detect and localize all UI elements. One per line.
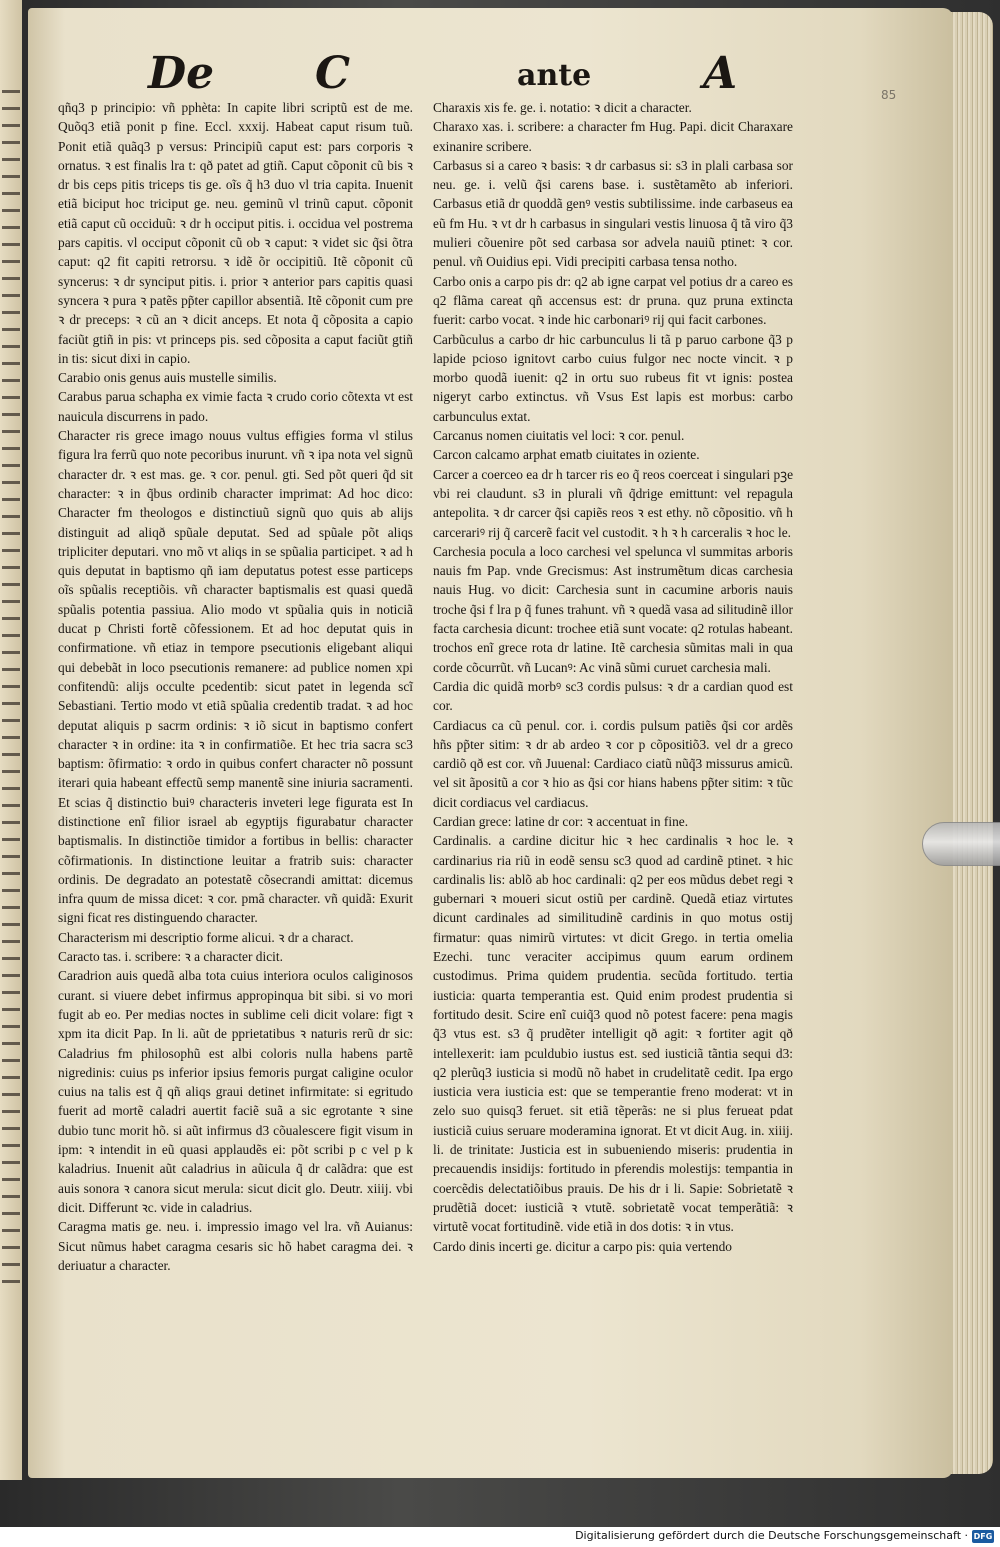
footer-bar (0, 1527, 1000, 1547)
entry-caracto: Caracto tas. i. scribere: ꝛ a character dicit. (58, 949, 283, 965)
entry-cardian: Cardian grece: latine dr cor: ꝛ accentuat in fine. (433, 813, 689, 829)
entry-carcer: Carcer a coerceo ea dr h tarcer ris eo q̃ reos coerceat i singulari pꝫe vbi rei claudunt. s3 in plurali vñ q̃drige emittunt: vel repagula antepolita. ꝛ dr carcer q̃si capiẽs reos ꝛ est ethy. nõ cõpositio. vñ h carcerariꝰ rij q̃ carcerẽ facit vel custodit. ꝛ h ꝛ h carceralis ꝛ hoc le. (433, 466, 794, 540)
entry-charaxis: Charaxis xis fe. ge. i. notatio: ꝛ dicit a character. (433, 100, 692, 115)
page-clip (922, 822, 1000, 866)
folio-number: 85 (881, 88, 897, 102)
running-head (143, 46, 743, 106)
adjacent-page-edge (0, 0, 22, 1480)
entry-cardia: Cardia dic quidã morbꝰ sc3 cordis pulsus: ꝛ dr a cardian quod est cor. (433, 678, 793, 714)
entry-charaxo: Charaxo xas. i. scribere: a character fm Hug. Papi. dicit Charaxare exinanire scribere. (433, 119, 793, 154)
entry-carbasus: Carbasus si a careo ꝛ basis: ꝛ dr carbasus si: s3 in plali carbasa sor neu. ge. i. velũ q̃si carens base. i. sustẽtamẽto ab inferiori. Carbasus etiã dr quoddã genꝰ vestis subtilissime. inde carbaseus ea eũ fm Hu. ꝛ vt dr h carbasus in singulari vestis linuosa q̃ tã viro q̃3 mulieri cõuenire põt sed carbasa sor advela nauiũ ptinet: ꝛ cor. penul. vñ Ouidius epi. Vidi precipiti carbasa tensa notho. (433, 157, 793, 270)
entry-caragma: Caragma matis ge. neu. i. impressio imago vel lra. vñ Auianus: Sicut nũmus habet caragma cesaris sic hõ habet caragma dei. ꝛ deriuatur a character. (58, 1219, 413, 1273)
entry-characterismus: Characterism mi descriptio forme alicui. ꝛ dr a charact. (58, 929, 354, 945)
entry-caput-continuation: qñq3 p principio: vñ pphèta: In capite libri scriptũ est de me. Quõq3 etiã ponit p fine. Eccl. xxxij. Habeat caput risum tuũ. Ponit etiã quãq3 p versus: Principiũ caput est: pars corporis ꝛ ornatus. ꝛ est finalis lra t: qð patet ad gtiñ. Caput cõponit cũ bis ꝛ dr bis ceps pitis triceps tis ge. oĩs q̃ h3 duo vl tria capita. Inuenit etiã biciput hoc triciput ge. neu. geminũ vl trinũ caput. cõponit etiã caput cũ occiduũ: ꝛ dr h occiput pitis. i. occidua vel postrema pars capitis. vl occiput cõponit cũ ob ꝛ caput: ꝛ videt sic q̃si õtra caput: q2 fit capiti retrorsu. ꝛ idẽ õr occipitiũ. Itẽ cõponit cũ syncerus: ꝛ dr synciput pitis. i. prior ꝛ anterior pars capitis quasi syncera ꝛ pura ꝛ patẽs pp̃ter capillor absentiã. Itẽ cõponit cum pre ꝛ dr preceps: ꝛ cũ an ꝛ dicit anceps. Et nota q̃ cõposita a capio faciũt gtiñ in pis: vt princeps pis. sed cõposita a caput faciũt gtiñ in tis: sicut dixi in capio. (58, 100, 413, 366)
entry-carabio: Carabio onis genus auis mustelle similis. (58, 370, 277, 386)
adjacent-page-text-lines (2, 90, 20, 1290)
right-text-column (433, 98, 793, 1256)
left-text-column (58, 98, 413, 1275)
entry-cardiacus: Cardiacus ca cũ penul. cor. i. cordis pulsum patiẽs q̃si cor ardẽs hñs pp̃ter sitim: ꝛ dr ab ardeo ꝛ cor p cõpositiõ3. vel dr a greco cardiõ qð est cor. vñ Juuenal: Cardiaco ciatũ nũq̃3 missurus amicũ. vel sit ãpositũ a cor ꝛ hio as q̃si cor hians habens pp̃ter sitim: ꝛ tũc dicit cordiacus vel cardiacus. (433, 717, 793, 810)
running-head-letter-a: A (703, 48, 738, 99)
entry-carbunculus: Carbũculus a carbo dr hic carbunculus li tã p paruo carbone q̃3 p lapide pcioso ignitovt carbo cuius fulgor nec nocte vincit. ꝛ p morbo quodã iuenit: q2 in ortu suo rubeus fit vt ignis: postea nigeryt carbo extinctus. vñ Vsus Est lapis est morbus: carbo carbunculus extat. (433, 331, 793, 424)
running-head-ante: ante (517, 58, 592, 93)
entry-cardo: Cardo dinis incerti ge. dicitur a carpo pis: quia vertendo (433, 1238, 732, 1254)
entry-carbo: Carbo onis a carpo pis dr: q2 ab igne carpat vel potius dr a careo es q2 flãma careat qñ accensus est: dr pruna. quz pruna extincta fuerit: carbo vocat. ꝛ inde hic carbonariꝰ rij qui facit carbones. (433, 273, 793, 328)
entry-caradrion: Caradrion auis quedã alba tota cuius interiora oculos caliginosos curant. si viuere debet infirmus appropinqua bit sibi. si vo mori fugit ab eo. Per medias noctes in sublime celi dicit volare: figt ꝛ xpm ita dicit Pap. In li. aũt de pprietatibus ꝛ naturis rerũ dr sic: Caladrius fm philosophũ est albi coloris nulla habens partẽ nigredinis: cuius ps inferior ipsius femoris purgat caligine oculor cuius na talis est q̃ qñ aliqs graui detinet infirmitate: si egritudo fuerit ad mortẽ caladri auertit faciẽ suã a sic egrotante ꝛ sine dubio tunc morit hõ. si aũt infirmus d3 cõualescere figit visum in ipm: ꝛ intendit in eũ quasi applaudẽs ei: põt scribi p c vel p k kaladrius. Inuenit aũt caladrius in aũicula q̃ dr calãdra: que est auis sonora ꝛ canora sicut merula: sicut dicit glo. Deutr. xiiij. vbi dicit. Differunt ꝛc. vide in caladrius. (58, 968, 413, 1215)
dfg-logo: DFG (973, 1532, 993, 1541)
running-head-de: De (148, 48, 215, 99)
entry-carcon: Carcon calcamo arphat ematb ciuitates in oziente. (433, 447, 700, 463)
entry-carchesia: Carchesia pocula a loco carchesi vel spelunca vl summitas arboris nauis fm Pap. vnde Grecismus: Ast instrumẽtum dicas carchesia nauis Hug. vo dicit: Carchesia sunt in cacumine arboris nauis troche q̃si f lra p q̃ funes trahunt. vñ ꝛ quedã vasa ad silitudinẽ illor facta carchesia dicunt: trochee etiã sunt vocate: q2 rotulas habeant. trochos enĩ grece rota dr latine. Itẽ carchesia sũmitas mali in qua corde cõcurrũt. vñ Lucanꝰ: Ac vinã sũmi curuet carchesia mali. (433, 543, 793, 675)
entry-character: Character ris grece imago nouus vultus effigies forma vl stilus figura lra ferrũ quo note pecoribus inurunt. vñ ꝛ ipa nota vel signũ character dr. ꝛ est mas. ge. ꝛ cor. penul. gti. Sed põt queri q̃d sit character: ꝛ in q̃bus ordinib character imprimat: Ad hoc dico: Character fm theologos e distinctiuũ signũ quo quis ab alijs distinguit ad aliqð spũale deputat. Sed ad spũale põt aliqs tripliciter deputari. vno mõ vt aliqs in se spũalia participet. ꝛ ad h quis deputat in baptismo qñ iam deputatus potest esse particeps oĩs spũalis receptiõis. vñ character baptismalis est quasi quedã spũalis potentia passiua. Alio modo vt spũalia quis in noticiã ducat p Christi fortẽ cõfessionem. Et ad hoc deputat quis in confirmatione. vñ etiaz in tempore psecutionis eligebant aliqui qui debebãt in loco psecutionis remanere: ad publice nomen xpi confitendũ: alijs occulte pcedentib: sicut patet in legenda scĩ Sebastiani. Tertio modo vt etiã spũalia credentib tradat. ꝛ ad hoc deputat aliquis p sacrm ordinis: ꝛ iõ sicut in baptismo confert character ꝛ in ordine: ita ꝛ in confirmatiõe. Et hec tria sacra sc3 baptism: õfirmatio: ꝛ ordo in quibus confert character nõ possunt iterari quia habeant effectũ semp manentẽ sine iniuria sacramenti. Et scias q̃ distinctio buiꝰ characteris inveteri lege figurata est In distinctione enĩ filior israel ab egyptijs figurabatur character baptismalis. In distinctiõe timidor a fortibus in bellis: character cõfirmationis. In distinctione leuitar a fratrib suis: character ordinis. De degradato an potestatẽ cõsecrandi amittat: dicemus infra quum de missa dicet: ꝛ cor. pmã character. vñ quidã: Exurit signi ficat res distinguendo character. (58, 428, 413, 926)
entry-cardinalis: Cardinalis. a cardine dicitur hic ꝛ hec cardinalis ꝛ hoc le. ꝛ cardinarius ria riũ in eodẽ sensu sc3 quod ad cardinẽ ptinet. ꝛ hic cardinalis lis: ablõ ab hoc cardinali: q2 per eos mũdus debet regi ꝛ gubernari ꝛ moueri sicut ostiũ per cardinẽ. Quedã etiaz virtutes dicunt cardinales ad similitudinẽ cardinis in quo motus ostij firmatur: quas nimirũ virtutes: vt dicit Grego. in tertia omelia Ezechi. tunc veraciter accipimus quum earum ordinem custodimus. Prima quidem prudentia. secũda fortitudo. tertia iusticia: quarta temperantia est. Quid enim prodest prudentia si fortitudo desit. Scire enĩ cuiq̃3 quod nõ potest facere: pena magis q̃3 vtus est. s3 q̃ prudẽter intelligit qð agit: ꝛ fortiter agit qð intellexerit: iam pculdubio iustus est. sed iusticiã tãntia sequi d3: q2 plerũq3 iusticia si modũ nõ habet in crudelitatẽ cedit. Ipa ergo iusticia vera iusticia est: que se temperantie freno moderat: vt in zelo suo quisq3 feruet. sit etiã tẽperãs: ne si plus ferueat pdat iusticiã cuius seruare moderamina ignorat. Et vt dicit Aug. in. xiiij. li. de trinitate: Justicia est in subueniendo miseris: prudentia in precauendis insidijs: fortitudo in pferendis molestijs: tempantia in coercẽdis delectatiõibus prauis. De his dr i li. Sapie: Sobrietatẽ ꝛ prudẽtiã docet: iusticiã ꝛ vtutẽ. sobrietatẽ vocat temperãtiã: ꝛ virtutẽ vocat fortitudinẽ. vide etiã in dos dotis: ꝛ in vtus. (433, 833, 793, 1235)
entry-carcanus: Carcanus nomen ciuitatis vel loci: ꝛ cor. penul. (433, 428, 685, 444)
entry-carabus: Carabus parua schapha ex vimie facta ꝛ crudo corio cõtexta vt est nauicula discurrens in pado. (58, 389, 413, 424)
running-head-initial-c: C (315, 48, 351, 99)
funding-notice: Digitalisierung gefördert durch die Deutsche Forschungsgemeinschaft · (575, 1529, 968, 1542)
